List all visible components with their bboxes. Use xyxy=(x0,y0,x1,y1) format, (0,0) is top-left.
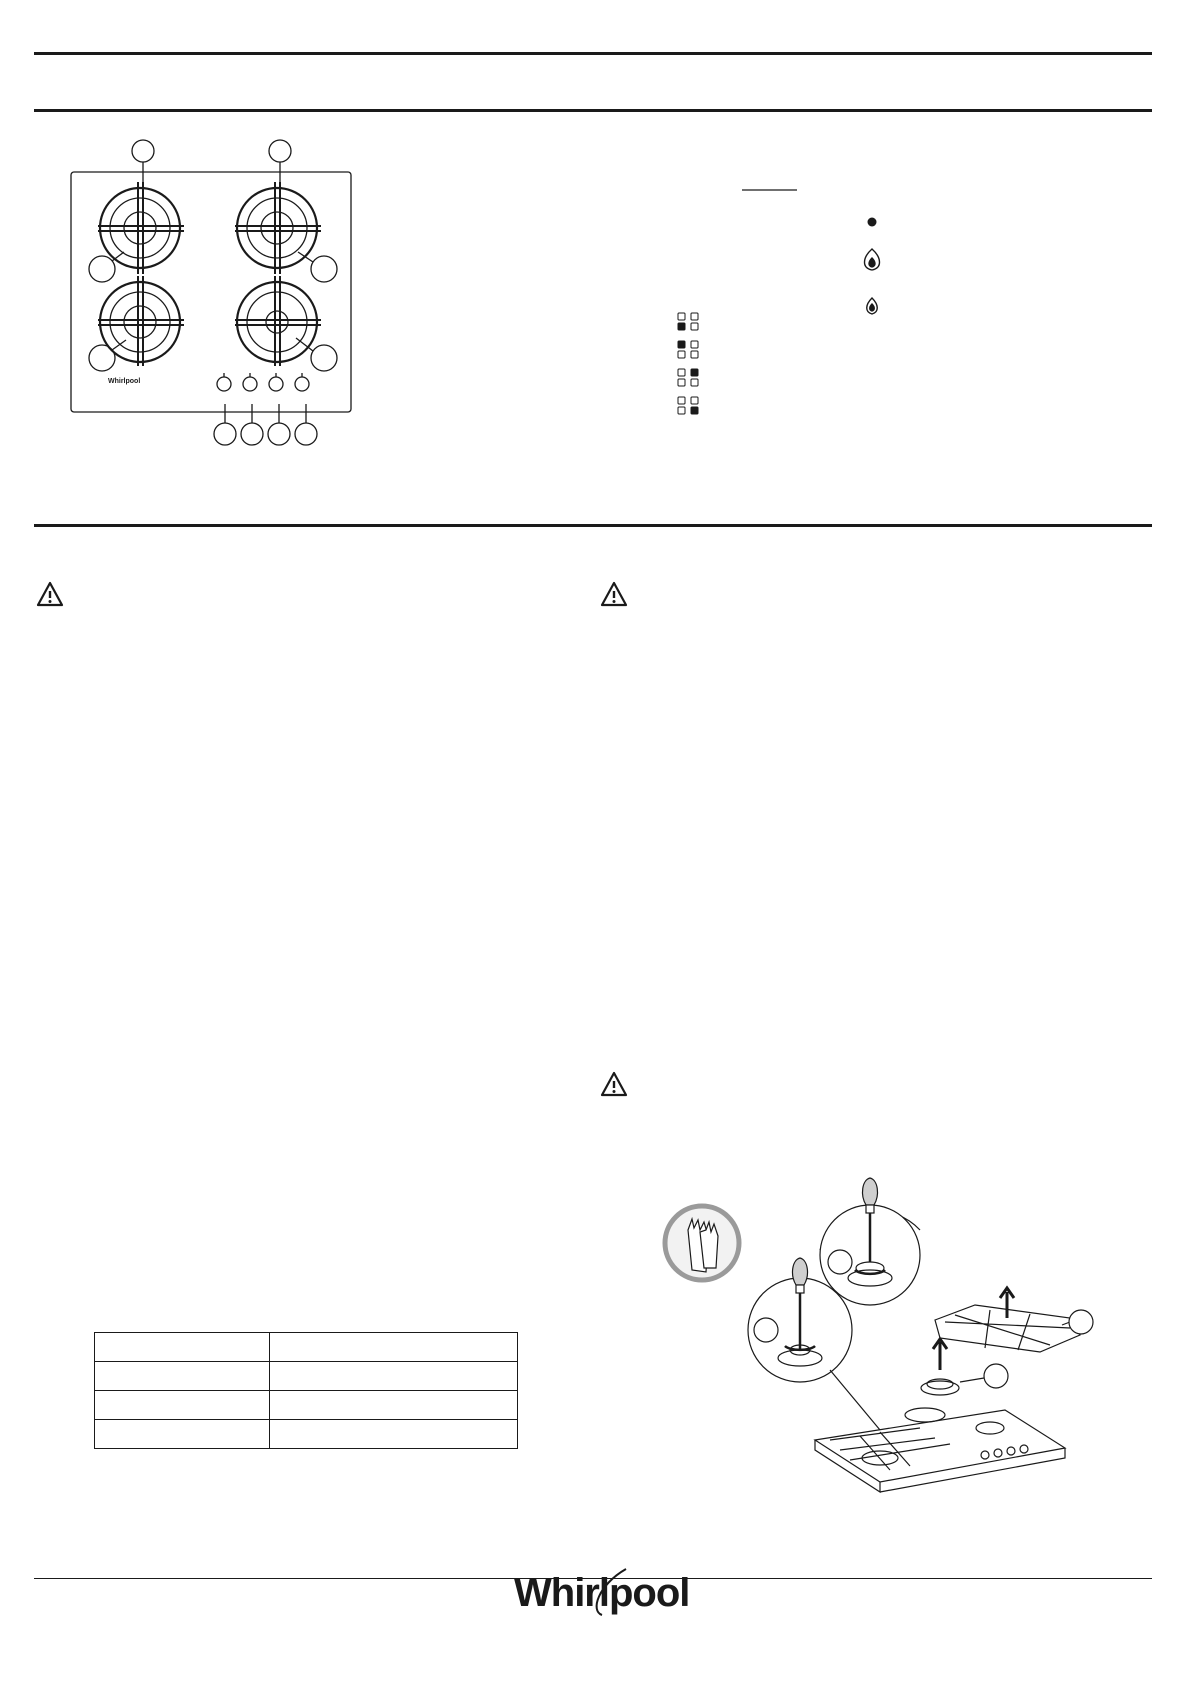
table-row xyxy=(95,1333,518,1362)
header-rule-bottom xyxy=(34,109,1152,112)
footer-logo-text: Whirlpool xyxy=(514,1571,690,1615)
callout-knob-4 xyxy=(295,423,317,445)
knob-position-square xyxy=(678,351,685,358)
large-flame-icon xyxy=(865,249,880,270)
callout-side-3 xyxy=(89,345,115,371)
callout-maint-2 xyxy=(754,1318,778,1342)
burner-top-right xyxy=(235,182,321,274)
knob-position-square xyxy=(678,313,685,320)
screwdriver-icon xyxy=(863,1178,878,1262)
knob-position-square xyxy=(678,407,685,414)
knob-position-square xyxy=(691,379,698,386)
knob-position-square xyxy=(691,369,698,376)
table-cell xyxy=(270,1420,518,1449)
callout-top-1 xyxy=(132,140,154,162)
knob-position-square xyxy=(678,379,685,386)
section-rule xyxy=(34,524,1152,527)
arrow-up-icon xyxy=(933,1339,947,1370)
table-cell xyxy=(95,1362,270,1391)
table-row xyxy=(95,1420,518,1449)
table-row xyxy=(95,1391,518,1420)
knob-position-square xyxy=(691,341,698,348)
footer-logo xyxy=(514,1565,690,1621)
warning-icon xyxy=(600,581,628,607)
logo-swoosh xyxy=(597,1569,626,1615)
knob-position-square xyxy=(691,397,698,404)
callout-side-1 xyxy=(89,256,115,282)
burner-bottom-right xyxy=(235,276,321,366)
gloves-icon xyxy=(665,1206,739,1280)
burner-bottom-left xyxy=(98,276,184,366)
table-cell xyxy=(270,1362,518,1391)
callout-maint-3 xyxy=(1069,1310,1093,1334)
spec-table xyxy=(94,1332,518,1449)
knob-position-square xyxy=(691,323,698,330)
callout-top-2 xyxy=(269,140,291,162)
warning-icon xyxy=(600,1071,628,1097)
table-cell xyxy=(95,1420,270,1449)
knob-position-square xyxy=(678,341,685,348)
table-cell xyxy=(95,1391,270,1420)
knob-position-square xyxy=(678,323,685,330)
hob-logo: Whirlpool xyxy=(108,378,141,385)
callout-knob-3 xyxy=(268,423,290,445)
knob-position-square xyxy=(691,407,698,414)
table-row xyxy=(95,1362,518,1391)
callout-maint-1 xyxy=(828,1250,852,1274)
screwdriver-icon xyxy=(793,1258,808,1350)
warning-icon xyxy=(36,581,64,607)
table-cell xyxy=(270,1391,518,1420)
callout-knob-1 xyxy=(214,423,236,445)
control-knobs xyxy=(217,373,309,391)
knob-position-square xyxy=(678,397,685,404)
callout-side-2 xyxy=(311,256,337,282)
callout-side-4 xyxy=(311,345,337,371)
table-cell xyxy=(270,1333,518,1362)
knob-position-square xyxy=(678,369,685,376)
callout-maint-4 xyxy=(984,1364,1008,1388)
table-cell xyxy=(95,1333,270,1362)
knob-position-square xyxy=(691,351,698,358)
callout-knob-2 xyxy=(241,423,263,445)
header-rule-top xyxy=(34,52,1152,55)
arrow-up-icon xyxy=(1000,1288,1014,1318)
burner-top-left xyxy=(98,182,184,274)
small-flame-icon xyxy=(867,298,878,314)
knob-position-square xyxy=(691,313,698,320)
off-dot-icon xyxy=(868,218,877,227)
